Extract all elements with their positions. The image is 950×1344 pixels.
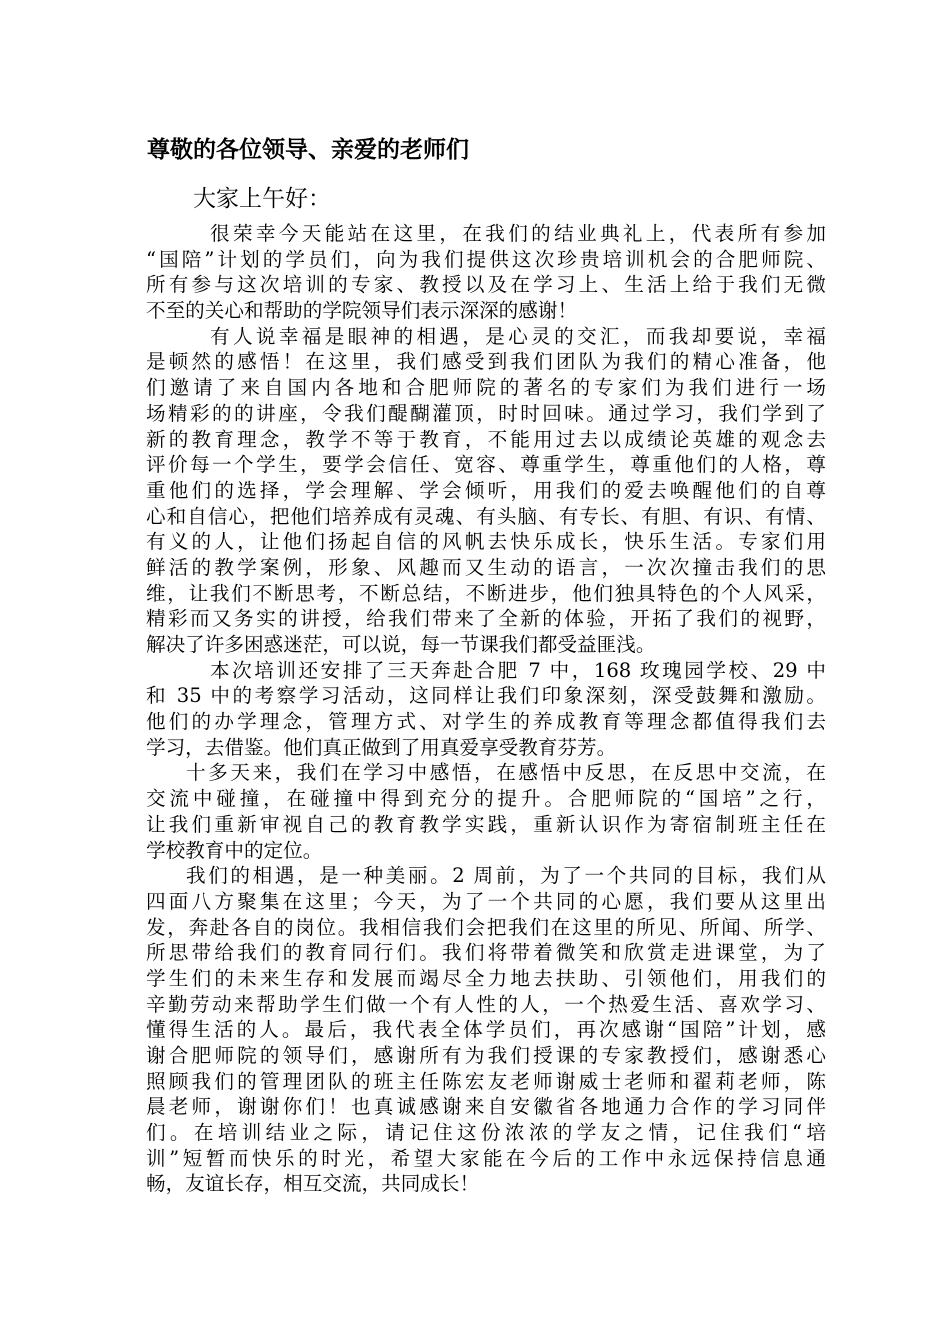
text-line: 新的教育理念，教学不等于教育，不能用过去以成绩论英雄的观念去: [146, 427, 826, 451]
text-line: 让我们重新审视自己的教育教学实践，重新认识作为寄宿制班主任在: [146, 812, 826, 836]
text-line: 畅，友谊长存，相互交流，共同成长！: [146, 1172, 480, 1196]
text-line: 解决了许多困惑迷茫，可以说，每一节课我们都受益匪浅。: [146, 633, 656, 656]
text-line: 训”短暂而快乐的时光，希望大家能在今后的工作中永远保持信息通: [146, 1146, 826, 1170]
text-line: 是顿然的感悟！在这里，我们感受到我们团队为我们的精心准备，他: [146, 350, 826, 374]
text-line: 所思带给我们的教育同行们。我们将带着微笑和欣赏走进课堂，为了: [146, 941, 826, 965]
text-line: 们邀请了来自国内各地和合肥师院的著名的专家们为我们进行一场: [146, 376, 826, 400]
paragraph-happiness: [146, 324, 826, 658]
paragraph-thanks: [146, 221, 826, 324]
text-line: 所有参与这次培训的专家、教授以及在学习上、生活上给于我们无微: [146, 273, 826, 297]
text-line: 心和自信心，把他们培养成有灵魂、有头脑、有专长、有胆、有识、有情、: [146, 504, 826, 528]
text-line: 懂得生活的人。最后，我代表全体学员们，再次感谢“国陪”计划，感: [146, 1018, 826, 1042]
text-line: 精彩而又务实的讲授，给我们带来了全新的体验，开拓了我们的视野，: [146, 607, 826, 631]
text-line: 们。在培训结业之际，请记住这份浓浓的学友之情，记住我们“培: [146, 1121, 826, 1145]
text-line: 有人说幸福是眼神的相遇，是心灵的交汇，而我却要说，幸福: [210, 324, 826, 348]
text-line: 有义的人，让他们扬起自信的风帆去快乐成长，快乐生活。专家们用: [146, 530, 826, 554]
text-line: 四面八方聚集在这里；今天，为了一个共同的心愿，我们要从这里出: [146, 889, 826, 913]
text-line: 学生们的未来生存和发展而竭尽全力地去扶助、引领他们，用我们的: [146, 966, 826, 990]
text-line: 评价每一个学生，要学会信任、宽容、尊重学生，尊重他们的人格，尊: [146, 453, 826, 477]
speech-body: [146, 221, 826, 1197]
text-line: 他们的办学理念，管理方式、对学生的养成教育等理念都值得我们去: [146, 710, 826, 734]
text-line: 学习，去借鉴。他们真正做到了用真爱享受教育芬芳。: [146, 735, 617, 759]
text-line: 维，让我们不断思考，不断总结，不断进步，他们独具特色的个人风采，: [146, 581, 826, 605]
text-line: 鲜活的教学案例，形象、风趣而又生动的语言，一次次撞击我们的思: [146, 555, 826, 579]
text-line: “国陪”计划的学员们，向为我们提供这次珍贵培训机会的合肥师院、: [146, 247, 826, 271]
paragraph-closing: [146, 863, 826, 1197]
text-line: 场精彩的的讲座，令我们醍醐灌顶，时时回味。通过学习，我们学到了: [146, 401, 826, 425]
text-line: 本次培训还安排了三天奔赴合肥 7 中，168 玫瑰园学校、29 中: [210, 658, 826, 682]
text-line: 谢合肥师院的领导们，感谢所有为我们授课的专家教授们，感谢悉心: [146, 1044, 826, 1067]
text-line: 照顾我们的管理团队的班主任陈宏友老师谢威士老师和翟莉老师，陈: [146, 1069, 826, 1093]
text-line: 晨老师，谢谢你们！也真诚感谢来自安徽省各地通力合作的学习同伴: [146, 1095, 826, 1119]
salutation-heading: 尊敬的各位领导、亲爱的老师们: [147, 136, 469, 163]
text-line: 我们的相遇，是一种美丽。2 周前，为了一个共同的目标，我们从: [186, 864, 826, 888]
text-line: 发，奔赴各自的岗位。我相信我们会把我们在这里的所见、所闻、所学、: [146, 915, 826, 939]
text-line: 交流中碰撞，在碰撞中得到充分的提升。合肥师院的“国培”之行，: [146, 787, 826, 811]
text-line: 和 35 中的考察学习活动，这同样让我们印象深刻，深受鼓舞和激励。: [146, 684, 826, 708]
paragraph-school-visits: [146, 658, 826, 761]
text-line: 学校教育中的定位。: [146, 838, 323, 862]
greeting-line: 大家上午好：: [193, 186, 331, 212]
paragraph-reflection: [146, 760, 826, 863]
text-line: 不至的关心和帮助的学院领导们表示深深的感谢！: [146, 299, 578, 323]
text-line: 辛勤劳动来帮助学生们做一个有人性的人，一个热爱生活、喜欢学习、: [146, 992, 826, 1016]
text-line: 重他们的选择，学会理解、学会倾听，用我们的爱去唤醒他们的自尊: [146, 478, 826, 502]
text-line: 十多天来，我们在学习中感悟，在感悟中反思，在反思中交流，在: [186, 761, 826, 785]
text-line: 很荣幸今天能站在这里，在我们的结业典礼上，代表所有参加: [210, 222, 826, 245]
